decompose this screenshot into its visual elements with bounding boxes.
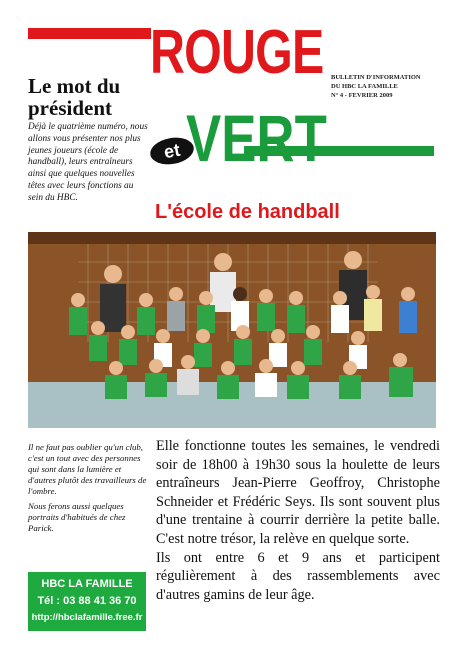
bulletin-info	[331, 73, 421, 100]
article-paragraph-2: Ils ont entre 6 et 9 ans et participent régulièrement à des rassemblements avec d'autres gamins de leur âge.	[156, 549, 440, 603]
sidebar-quotes	[28, 442, 148, 538]
red-accent-bar	[28, 28, 151, 39]
bulletin-line-2: DU HBC LA FAMILLE	[331, 83, 398, 90]
masthead-title-vert: VERT	[186, 101, 327, 175]
sidebar-quote-2: Nous ferons aussi quelques portraits d'habitués de chez Parick.	[28, 501, 126, 533]
article-paragraph-1: Elle fonctionne toutes les semaines, le vendredi soir de 18h00 à 19h30 sous la houlette de leurs entraîneurs Jean-Pierre Geoffroy, Christophe Schneider et Frédéric Seys. Ils sont souvent plus d'une trentaine à courrir derrière la petite balle. C'est notre trésor, la relève en quelque sorte.	[156, 438, 440, 547]
president-heading: Le mot du président	[28, 74, 121, 120]
contact-website-link[interactable]: http://hbclafamille.free.fr	[31, 612, 143, 623]
bulletin-line-3: N° 4 - FEVRIER 2009	[331, 92, 393, 99]
masthead-et-badge: et	[148, 134, 196, 167]
president-text: Déjà le quatrième numéro, nous allons vous présenter nos plus jeunes joueurs (école de handball), leurs entraîneurs ainsi que quelques nouvelles têtes avec leurs fonctions au sein du HBC.	[28, 122, 148, 203]
bulletin-line-1: BULLETIN D'INFORMATION	[331, 74, 421, 81]
team-photo-illustration	[28, 232, 436, 428]
contact-box	[28, 572, 146, 631]
contact-phone: Tél : 03 88 41 36 70	[37, 595, 137, 607]
masthead-title-rouge: ROUGE	[150, 18, 324, 87]
contact-club-name: HBC LA FAMILLE	[41, 578, 133, 590]
sidebar-quote-1: Il ne faut pas oublier qu'un club, c'est un tout avec des personnes qui sont dans la lumière et d'autres plutôt des travailleurs de l'ombre.	[28, 442, 147, 496]
article-body	[156, 437, 440, 604]
team-photo	[28, 232, 436, 428]
article-heading: L'école de handball	[155, 201, 340, 223]
